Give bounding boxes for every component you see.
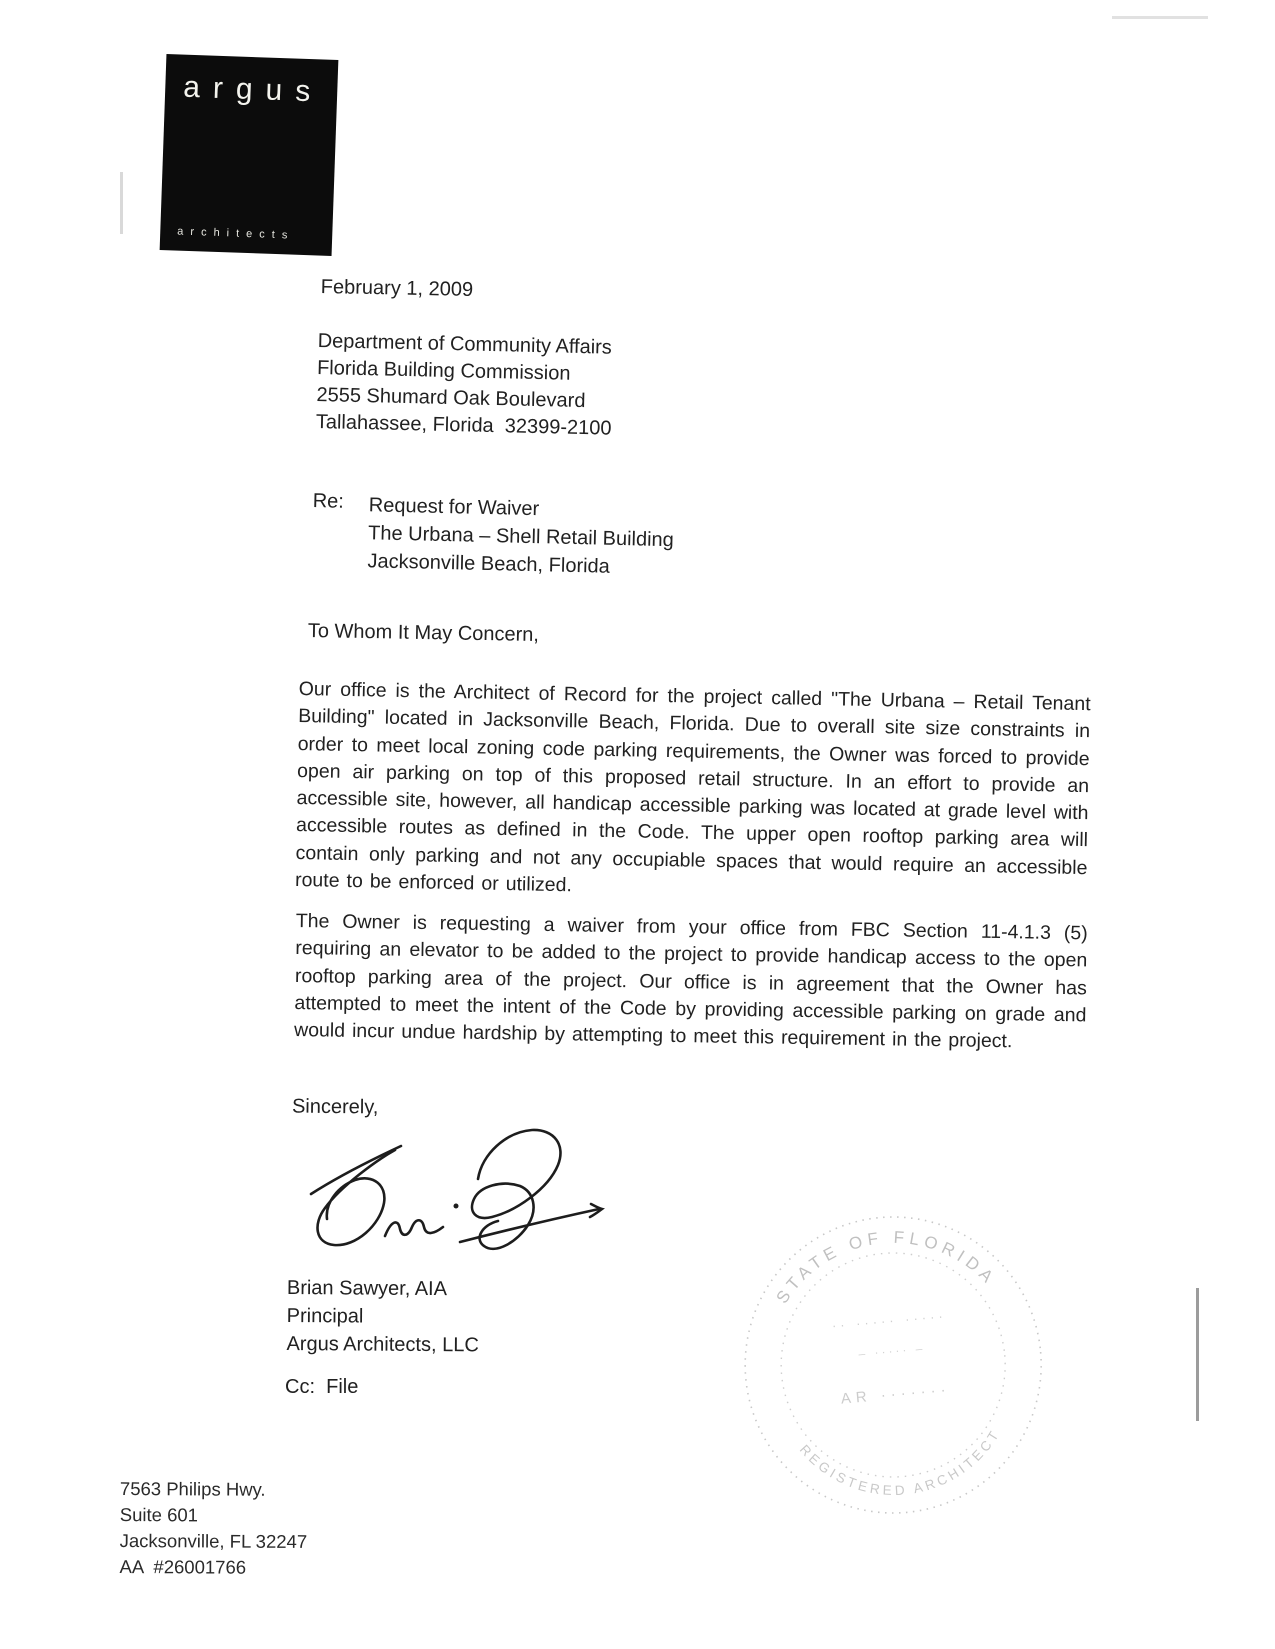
recipient-address-block: [316, 328, 614, 443]
footer-address-block: [119, 1476, 307, 1581]
scan-artifact-right-line: [1196, 1288, 1199, 1421]
salutation: To Whom It May Concern,: [307, 620, 540, 647]
re-line: Request for Waiver: [368, 494, 540, 521]
footer-line: Jacksonville, FL 32247: [119, 1529, 308, 1552]
handwritten-signature: [281, 1116, 626, 1264]
architect-seal-stamp: [720, 1190, 1067, 1537]
stamp-middle-line: AR ·······: [840, 1381, 952, 1408]
stamp-middle-line: – ····· –: [857, 1341, 926, 1361]
cc-line: Cc: File: [285, 1376, 359, 1398]
recipient-line: Tallahassee, Florida 32399-2100: [315, 410, 612, 440]
scan-artifact-top-line: [1112, 16, 1208, 19]
stamp-middle-line: ·· ····· ·····: [831, 1308, 948, 1334]
recipient-line: Department of Community Affairs: [317, 329, 613, 359]
signer-title: Principal: [286, 1304, 364, 1328]
footer-line: AA #26001766: [119, 1555, 247, 1578]
recipient-line: 2555 Shumard Oak Boulevard: [316, 383, 586, 413]
letter-date: February 1, 2009: [320, 276, 474, 301]
subject-block: [311, 490, 675, 582]
scan-artifact-left-mark: [120, 172, 123, 234]
svg-text:REGISTERED ARCHITECT: [796, 1425, 1008, 1507]
body-paragraph-1: Our office is the Architect of Record for the project called "The Urbana – Retail Tenant Building" located in Jacksonville Beach, Florida. Due to overall site size constraints in order to meet local zoning code parking requirements, the Owner was forced to provide open air parking on top of this proposed retail structure. In an effort to provide an accessible site, however, all handicap accessible parking was located at grade level with accessible routes as defined in the Code. The upper open rooftop parking area will contain only parking and not any occupiable spaces that would require an accessible route to be enforced or utilized.: [294, 677, 1091, 897]
re-line: The Urbana – Shell Retail Building: [367, 522, 675, 552]
re-lines: [367, 491, 675, 582]
signer-company: Argus Architects, LLC: [286, 1332, 479, 1357]
recipient-line: Florida Building Commission: [316, 356, 571, 385]
footer-line: Suite 601: [119, 1503, 199, 1526]
argus-logo: [160, 54, 339, 256]
footer-line: 7563 Philips Hwy.: [119, 1478, 266, 1500]
stamp-arc-top-text: STATE OF FLORIDA: [772, 1227, 1001, 1307]
re-line: Jacksonville Beach, Florida: [367, 550, 611, 578]
svg-text:STATE OF FLORIDA: [767, 1218, 1001, 1308]
re-label: Re:: [312, 490, 345, 513]
signer-name: Brian Sawyer, AIA: [286, 1276, 448, 1301]
closing-salutation: Sincerely,: [291, 1095, 379, 1119]
signer-block: [286, 1274, 479, 1359]
logo-tagline: architects: [177, 225, 295, 242]
body-paragraph-2: The Owner is requesting a waiver from your office from FBC Section 11-4.1.3 (5) requiring an elevator to be added to the project to provide handicap access to the open rooftop parking area of the project. Our office is in agreement that the Owner has attempted to meet the intent of the Code by providing accessible parking on grade and would incur undue hardship by attempting to meet this requirement in the project.: [293, 909, 1088, 1053]
logo-wordmark: argus: [182, 70, 324, 109]
stamp-arc-bottom-text: REGISTERED ARCHITECT: [796, 1425, 1004, 1499]
